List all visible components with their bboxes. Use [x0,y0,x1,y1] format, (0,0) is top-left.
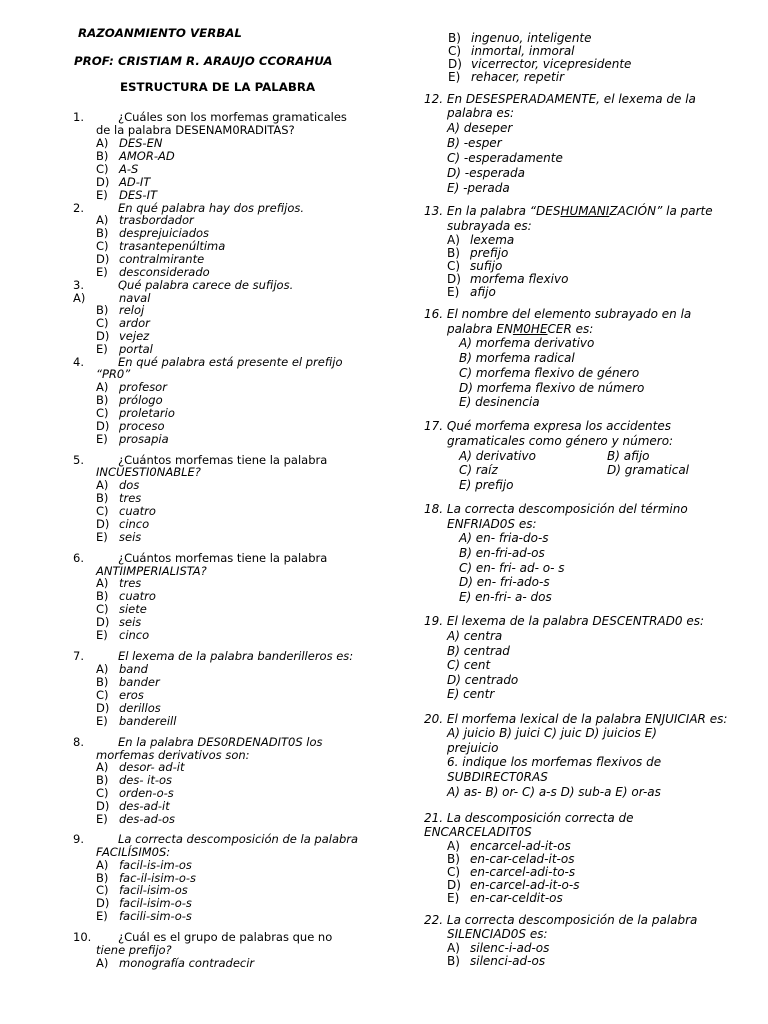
text-line: ENCARCELADIT0S [424,825,532,839]
text-line: subrayada es: [447,219,532,233]
underlined-segment: HUMANI [560,204,610,218]
text-line: B) [447,852,460,866]
text-line: sufijo [470,259,503,273]
text-line: E) [96,530,108,544]
text-line: en-carcel-adi-to-s [470,865,576,879]
text-line: prosapia [119,432,169,446]
text-line: A) [96,213,109,227]
text-line: 4. [73,355,84,369]
text-line: ANTIIMPERIALISTA? [96,564,207,578]
text-line: ¿Cuáles son los morfemas gramaticales [118,110,347,124]
text-line: AD-IT [119,175,151,189]
text-line: E) [447,285,460,299]
text-line: 3. [73,278,84,292]
text-line: B) [447,954,460,968]
text-line: SUBDIRECT0RAS [447,770,548,784]
text-line: B) centrad [447,644,510,658]
text-line: D) en- fri-ado-s [459,575,550,589]
text-line: 13. En la palabra “DESHUMANIZACIÓN” la parte [424,204,713,218]
text-line: prejuicio [447,741,499,755]
text-line: B) [96,149,109,163]
text-line: A) [96,380,109,394]
text-line: C) cent [447,658,491,672]
text-line: B) afijo [607,449,650,463]
text-line: En la palabra DES0RDENADIT0S los [118,735,323,749]
text-line: E) [96,342,108,356]
text-line: band [119,662,148,676]
text-line: eros [119,688,144,702]
text-line: A) morfema derivativo [459,336,595,350]
text-line: lexema [470,233,515,247]
text-line: facili-sim-o-s [119,909,192,923]
text-line: monografía contradecir [119,956,255,970]
text-line: 12. En DESESPERADAMENTE, el lexema de la [424,92,696,106]
text-line: El lexema de la palabra banderilleros es: [118,649,354,663]
text-line: 6. indique los morfemas flexivos de [447,755,662,769]
text-line: D) -esperada [447,166,525,180]
text-line: E) desinencia [459,395,540,409]
text-line: ¿Cuál es el grupo de palabras que no [118,930,333,944]
text-line: B) [96,226,109,240]
text-line: D) [96,896,110,910]
text-line: ardor [119,316,150,330]
text-line: 9. [73,832,84,846]
text-line: C) [447,259,461,273]
text-line: E) [447,891,460,905]
text-line: 10. [73,930,92,944]
text-line: La correcta descomposición de la palabra [118,832,359,846]
text-line: ingenuo, inteligente [471,31,592,45]
text-line: dos [119,478,140,492]
text-line: tres [119,491,142,505]
text-line: desor- ad-it [119,760,185,774]
text-line: C) [96,239,109,253]
professor-name: PROF: CRISTIAM R. ARAUJO CCORAHUA [74,54,333,68]
text-line: C) [96,786,109,800]
text-line: C) [96,883,109,897]
text-line: B) -esper [447,136,502,150]
text-line: 17. Qué morfema expresa los accidentes [424,419,671,433]
text-line: cinco [119,628,150,642]
text-line: desconsiderado [119,265,210,279]
text-line: palabra es: [447,106,515,120]
text-line: silenc-i-ad-os [470,941,550,955]
text-line: C) [96,602,109,616]
text-line: SILENCIAD0S es: [447,927,548,941]
text-line: afijo [470,285,496,299]
text-line: 21. La descomposición correcta de [424,811,634,825]
text-line: B) [96,675,109,689]
text-line: D) [448,57,462,71]
text-line: B) [96,871,109,885]
text-line: des-ad-os [119,812,176,826]
text-line: morfemas derivativos son: [96,748,250,762]
text-line: facil-isim-os [119,883,188,897]
text-line: des-ad-it [119,799,170,813]
text-line: vejez [119,329,150,343]
text-line: E) [96,812,108,826]
text-line: A) en- fria-do-s [459,531,549,545]
text-line: A) as- B) or- C) a-s D) sub-a E) or-as [447,785,661,799]
text-line: derillos [119,701,161,715]
text-line: D) [447,878,461,892]
text-line: cuatro [119,504,156,518]
text-line: 22. La correcta descomposición de la palabra [424,913,698,927]
text-line: B) [448,31,461,45]
text-line: 19. El lexema de la palabra DESCENTRAD0 es: [424,614,705,628]
text-line: en-car-celad-it-os [470,852,575,866]
text-line: 16. El nombre del elemento subrayado en la [424,307,692,321]
text-line: C) morfema flexivo de género [459,366,640,380]
text-line: seis [119,615,142,629]
text-line: A) derivativo [459,449,536,463]
text-line: D) [96,175,110,189]
section-subtitle: ESTRUCTURA DE LA PALABRA [120,80,316,94]
text-line: A-S [119,162,139,176]
text-line: portal [119,342,153,356]
text-line: 18. La correcta descomposición del término [424,502,688,516]
text-line: A) [447,839,460,853]
text-line: B) morfema radical [459,351,575,365]
text-line: trasbordador [119,213,194,227]
text-line: 7. [73,649,84,663]
text-line: E) centr [447,687,495,701]
text-line: A) deseper [447,121,513,135]
text-line: morfema flexivo [470,272,569,286]
text-line: de la palabra DESENAM0RADITAS? [96,123,295,137]
document-title: RAZOANMIENTO VERBAL [78,26,242,40]
text-line: C) [96,162,109,176]
text-line: orden-o-s [119,786,174,800]
text-line: C) [447,865,461,879]
text-line: DES-IT [119,188,157,202]
text-line: seis [119,530,142,544]
text-line: cinco [119,517,150,531]
text-line: prefijo [470,246,509,260]
text-line: siete [119,602,147,616]
text-line: encarcel-ad-it-os [470,839,571,853]
underlined-segment: M0HE [512,322,548,336]
text-line: E) [96,265,108,279]
text-line: proceso [119,419,165,433]
text-line: des- it-os [119,773,173,787]
text-line: D) [96,329,110,343]
text-line: DES-EN [119,136,163,150]
text-line: facil-is-im-os [119,858,192,872]
text-line: E) [96,432,108,446]
text-line: tiene prefijo? [96,943,172,957]
text-line: E) en-fri- a- dos [459,590,552,604]
text-line: 2. [73,201,84,215]
text-line: A) [96,662,109,676]
text-line: 20. El morfema lexical de la palabra ENJUICIAR es: [424,712,728,726]
text-line: A) [447,941,460,955]
text-line: B) [96,491,109,505]
text-line: desprejuiciados [119,226,210,240]
text-line: FACILÍSIM0S: [96,845,171,859]
text-line: en-carcel-ad-it-o-s [470,878,580,892]
text-line: A) [73,291,86,305]
text-line: E) [96,714,108,728]
text-line: INCUESTI0NABLE? [96,465,201,479]
text-line: En qué palabra hay dos prefijos. [118,201,305,215]
text-line: cuatro [119,589,156,603]
text-line: fac-il-isim-o-s [119,871,197,885]
text-line: facil-isim-o-s [119,896,192,910]
text-line: B) [447,246,460,260]
text-line: “PR0” [96,367,131,381]
text-line: C) en- fri- ad- o- s [459,561,565,575]
text-line: ¿Cuántos morfemas tiene la palabra [118,453,328,467]
text-line: D) [96,799,110,813]
text-line: B) en-fri-ad-os [459,546,545,560]
text-line: E) [448,70,461,84]
text-line: A) [96,956,109,970]
text-line: bandereill [119,714,177,728]
text-line: A) [447,233,460,247]
text-line: 8. [73,735,84,749]
text-line: En qué palabra está presente el prefijo [118,355,343,369]
text-line: silenci-ad-os [470,954,546,968]
text-line: profesor [119,380,167,394]
text-line: E) [96,909,108,923]
text-line: A) [96,760,109,774]
text-line: C) raíz [459,463,498,477]
text-line: palabra ENM0HECER es: [447,322,594,336]
text-line: D) [96,615,110,629]
text-line: AMOR-AD [119,149,175,163]
text-line: vicerrector, vicepresidente [471,57,632,71]
text-line: A) [96,478,109,492]
text-line: A) [96,858,109,872]
text-line: ¿Cuántos morfemas tiene la palabra [118,551,328,565]
text-line: contralmirante [119,252,205,266]
text-line: D) gramatical [607,463,690,477]
text-line: en-car-celdit-os [470,891,563,905]
text-line: Qué palabra carece de sufijos. [118,278,294,292]
text-line: tres [119,576,142,590]
text-line: prólogo [119,393,163,407]
text-line: trasantepenúltima [119,239,226,253]
text-line: gramaticales como género y número: [447,434,674,448]
text-line: bander [119,675,160,689]
text-line: E) -perada [447,181,510,195]
text-line: B) [96,773,109,787]
text-line: A) juicio B) juici C) juic D) juicios E) [447,726,657,740]
text-line: 5. [73,453,84,467]
text-line: C) [96,316,109,330]
text-line: D) [447,272,461,286]
text-line: C) [96,406,109,420]
text-line: C) [448,44,462,58]
text-line: E) [96,628,108,642]
text-line: B) [96,589,109,603]
text-line: C) -esperadamente [447,151,563,165]
text-line: proletario [119,406,175,420]
text-line: inmortal, inmoral [471,44,575,58]
text-line: B) [96,393,109,407]
text-line: B) [96,303,109,317]
text-line: reloj [119,303,145,317]
text-line: D) centrado [447,673,519,687]
text-line: D) [96,419,110,433]
text-line: 1. [73,110,84,124]
text-line: D) [96,517,110,531]
text-line: A) [96,576,109,590]
text-line: C) [96,504,109,518]
text-line: 6. [73,551,84,565]
text-line: naval [119,291,151,305]
text-line: rehacer, repetir [471,70,565,84]
text-line: D) [96,701,110,715]
text-line: D) morfema flexivo de número [459,381,645,395]
text-line: E) prefijo [459,478,514,492]
text-line: D) [96,252,110,266]
text-line: ENFRIAD0S es: [447,517,537,531]
text-line: C) [96,688,109,702]
text-line: E) [96,188,108,202]
text-line: A) [96,136,109,150]
text-line: A) centra [447,629,503,643]
